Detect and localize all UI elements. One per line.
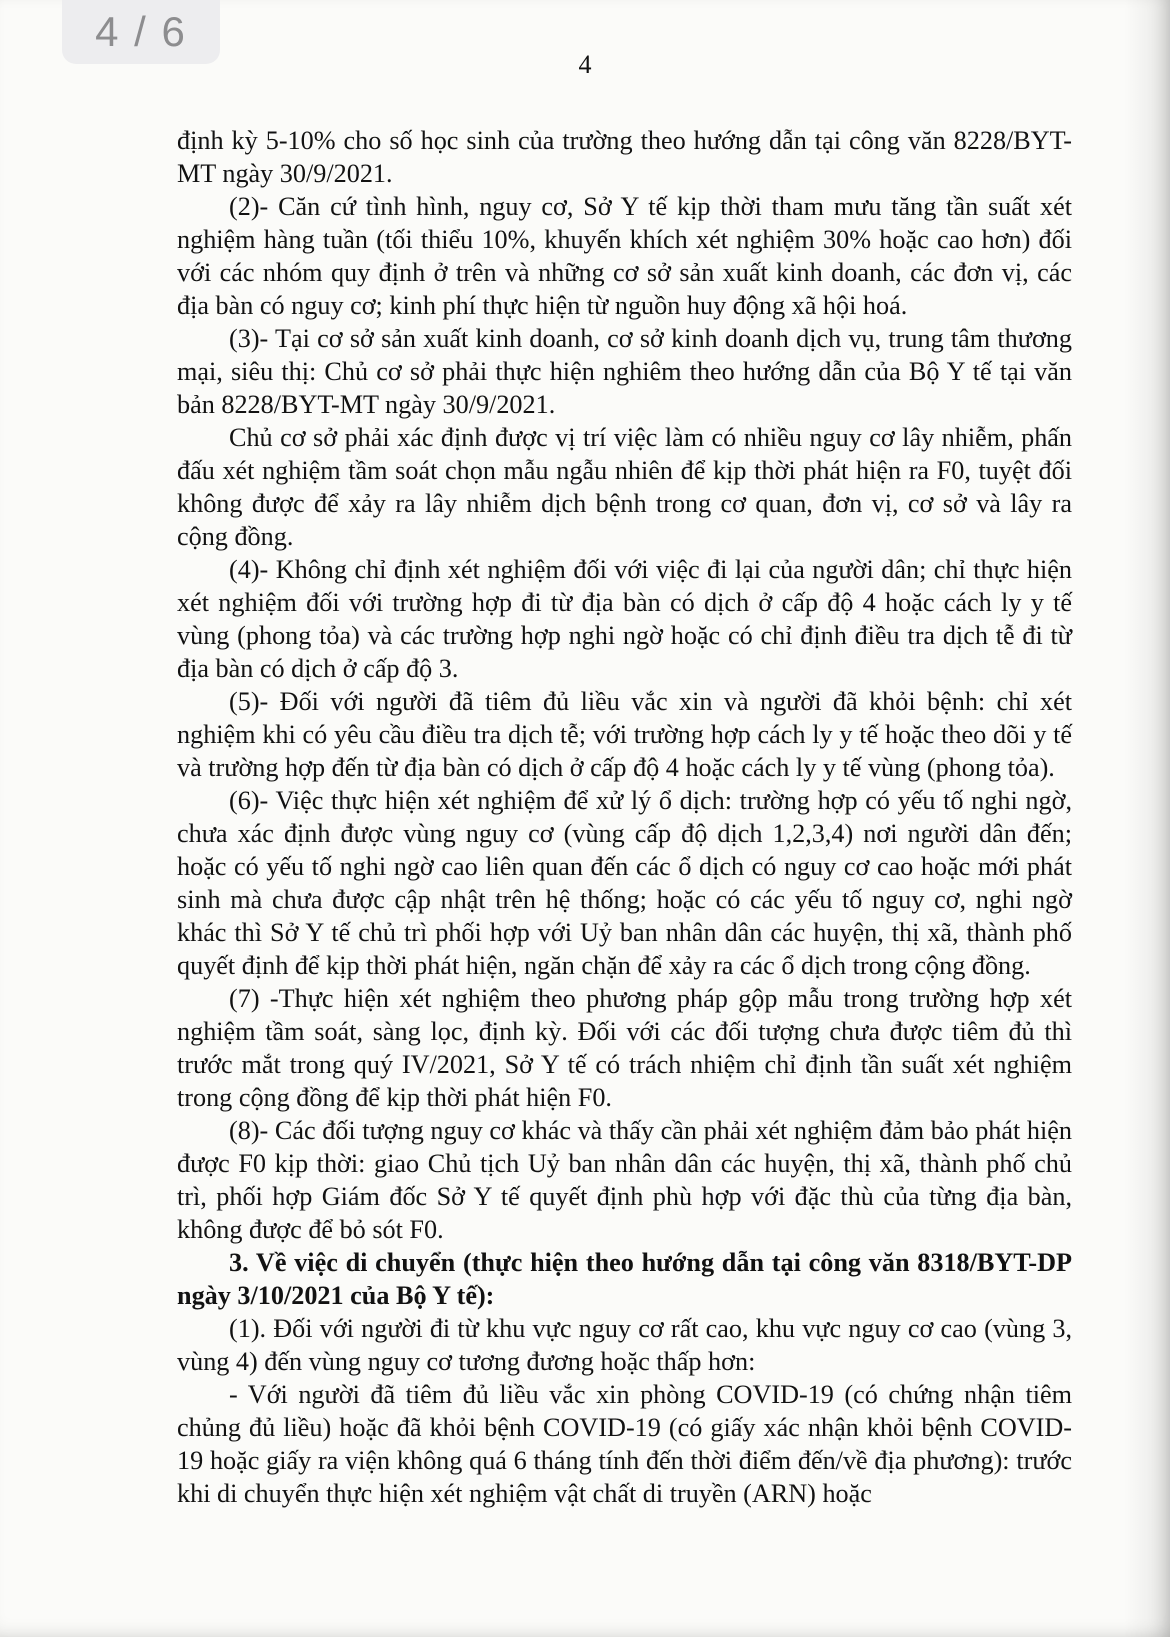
paragraph: (8)- Các đối tượng nguy cơ khác và thấy cần phải xét nghiệm đảm bảo phát hiện được F0 kịp thời: giao Chủ tịch Uỷ ban nhân dân các huyện, thị xã, thành phố chủ trì, phối hợp Giám đốc Sở Y tế quyết định phù hợp với đặc thù của từng địa bàn, không được để bỏ sót F0. bbox=[177, 1116, 1072, 1244]
paragraph: (5)- Đối với người đã tiêm đủ liều vắc xin và người đã khỏi bệnh: chỉ xét nghiệm khi có yêu cầu điều tra dịch tễ; với trường hợp cách ly y tế hoặc theo dõi y tế và trường hợp đến từ địa bàn có dịch ở cấp độ 4 hoặc cách ly y tế vùng (phong tỏa). bbox=[177, 687, 1072, 782]
paragraph: Chủ cơ sở phải xác định được vị trí việc làm có nhiều nguy cơ lây nhiễm, phấn đấu xét nghiệm tầm soát chọn mẫu ngẫu nhiên để kịp thời phát hiện ra F0, tuyệt đối không được để xảy ra lây nhiễm dịch bệnh trong cơ quan, đơn vị, cơ sở và lây ra cộng đồng. bbox=[177, 423, 1072, 551]
paragraph: - Với người đã tiêm đủ liều vắc xin phòng COVID-19 (có chứng nhận tiêm chủng đủ liều) hoặc đã khỏi bệnh COVID-19 (có giấy xác nhận khỏi bệnh COVID-19 hoặc giấy ra viện không quá 6 tháng tính đến thời điểm đến/về địa phương): trước khi di chuyển thực hiện xét nghiệm vật chất di truyền (ARN) hoặc bbox=[177, 1380, 1072, 1508]
paragraph: (3)- Tại cơ sở sản xuất kinh doanh, cơ sở kinh doanh dịch vụ, trung tâm thương mại, siêu thị: Chủ cơ sở phải thực hiện nghiêm theo hướng dẫn của Bộ Y tế tại văn bản 8228/BYT-MT ngày 30/9/2021. bbox=[177, 324, 1072, 419]
paragraph: (1). Đối với người đi từ khu vực nguy cơ rất cao, khu vực nguy cơ cao (vùng 3, vùng 4) đến vùng nguy cơ tương đương hoặc thấp hơn: bbox=[177, 1314, 1072, 1376]
page-edge-shadow bbox=[1124, 0, 1170, 1637]
section-heading: 3. Về việc di chuyển (thực hiện theo hướng dẫn tại công văn 8318/BYT-DP ngày 3/10/2021 của Bộ Y tế): bbox=[177, 1248, 1072, 1310]
page-indicator-badge: 4 / 6 bbox=[62, 0, 220, 64]
paragraph: (6)- Việc thực hiện xét nghiệm để xử lý ổ dịch: trường hợp có yếu tố nghi ngờ, chưa xác định được vùng nguy cơ (vùng cấp độ dịch 1,2,3,4) nơi người dân đến; hoặc có yếu tố nghi ngờ cao liên quan đến các ổ dịch có nguy cơ cao hoặc mới phát sinh mà chưa được cập nhật trên hệ thống; hoặc có các yếu tố nguy cơ, nghi ngờ khác thì Sở Y tế chủ trì phối hợp với Uỷ ban nhân dân các huyện, thị xã, thành phố quyết định để kịp thời phát hiện, ngăn chặn để xảy ra các ổ dịch trong cộng đồng. bbox=[177, 786, 1072, 980]
paragraph: (4)- Không chỉ định xét nghiệm đối với việc đi lại của người dân; chỉ thực hiện xét nghiệm đối với trường hợp đi từ địa bàn có dịch ở cấp độ 4 hoặc cách ly y tế vùng (phong tỏa) và các trường hợp nghi ngờ hoặc có chỉ định điều tra dịch tễ đi từ địa bàn có dịch ở cấp độ 3. bbox=[177, 555, 1072, 683]
document-body bbox=[177, 124, 1072, 1510]
paragraph: định kỳ 5-10% cho số học sinh của trường theo hướng dẫn tại công văn 8228/BYT-MT ngày 30/9/2021. bbox=[177, 126, 1072, 188]
paragraph: (2)- Căn cứ tình hình, nguy cơ, Sở Y tế kịp thời tham mưu tăng tần suất xét nghiệm hàng tuần (tối thiểu 10%, khuyến khích xét nghiệm 30% hoặc cao hơn) đối với các nhóm quy định ở trên và những cơ sở sản xuất kinh doanh, các đơn vị, các địa bàn có nguy cơ; kinh phí thực hiện từ nguồn huy động xã hội hoá. bbox=[177, 192, 1072, 320]
page-number: 4 bbox=[578, 50, 592, 79]
paragraph: (7) -Thực hiện xét nghiệm theo phương pháp gộp mẫu trong trường hợp xét nghiệm tầm soát, sàng lọc, định kỳ. Đối với các đối tượng chưa được tiêm đủ thì trước mắt trong quý IV/2021, Sở Y tế có trách nhiệm chỉ định tần suất xét nghiệm trong cộng đồng để kịp thời phát hiện F0. bbox=[177, 984, 1072, 1112]
